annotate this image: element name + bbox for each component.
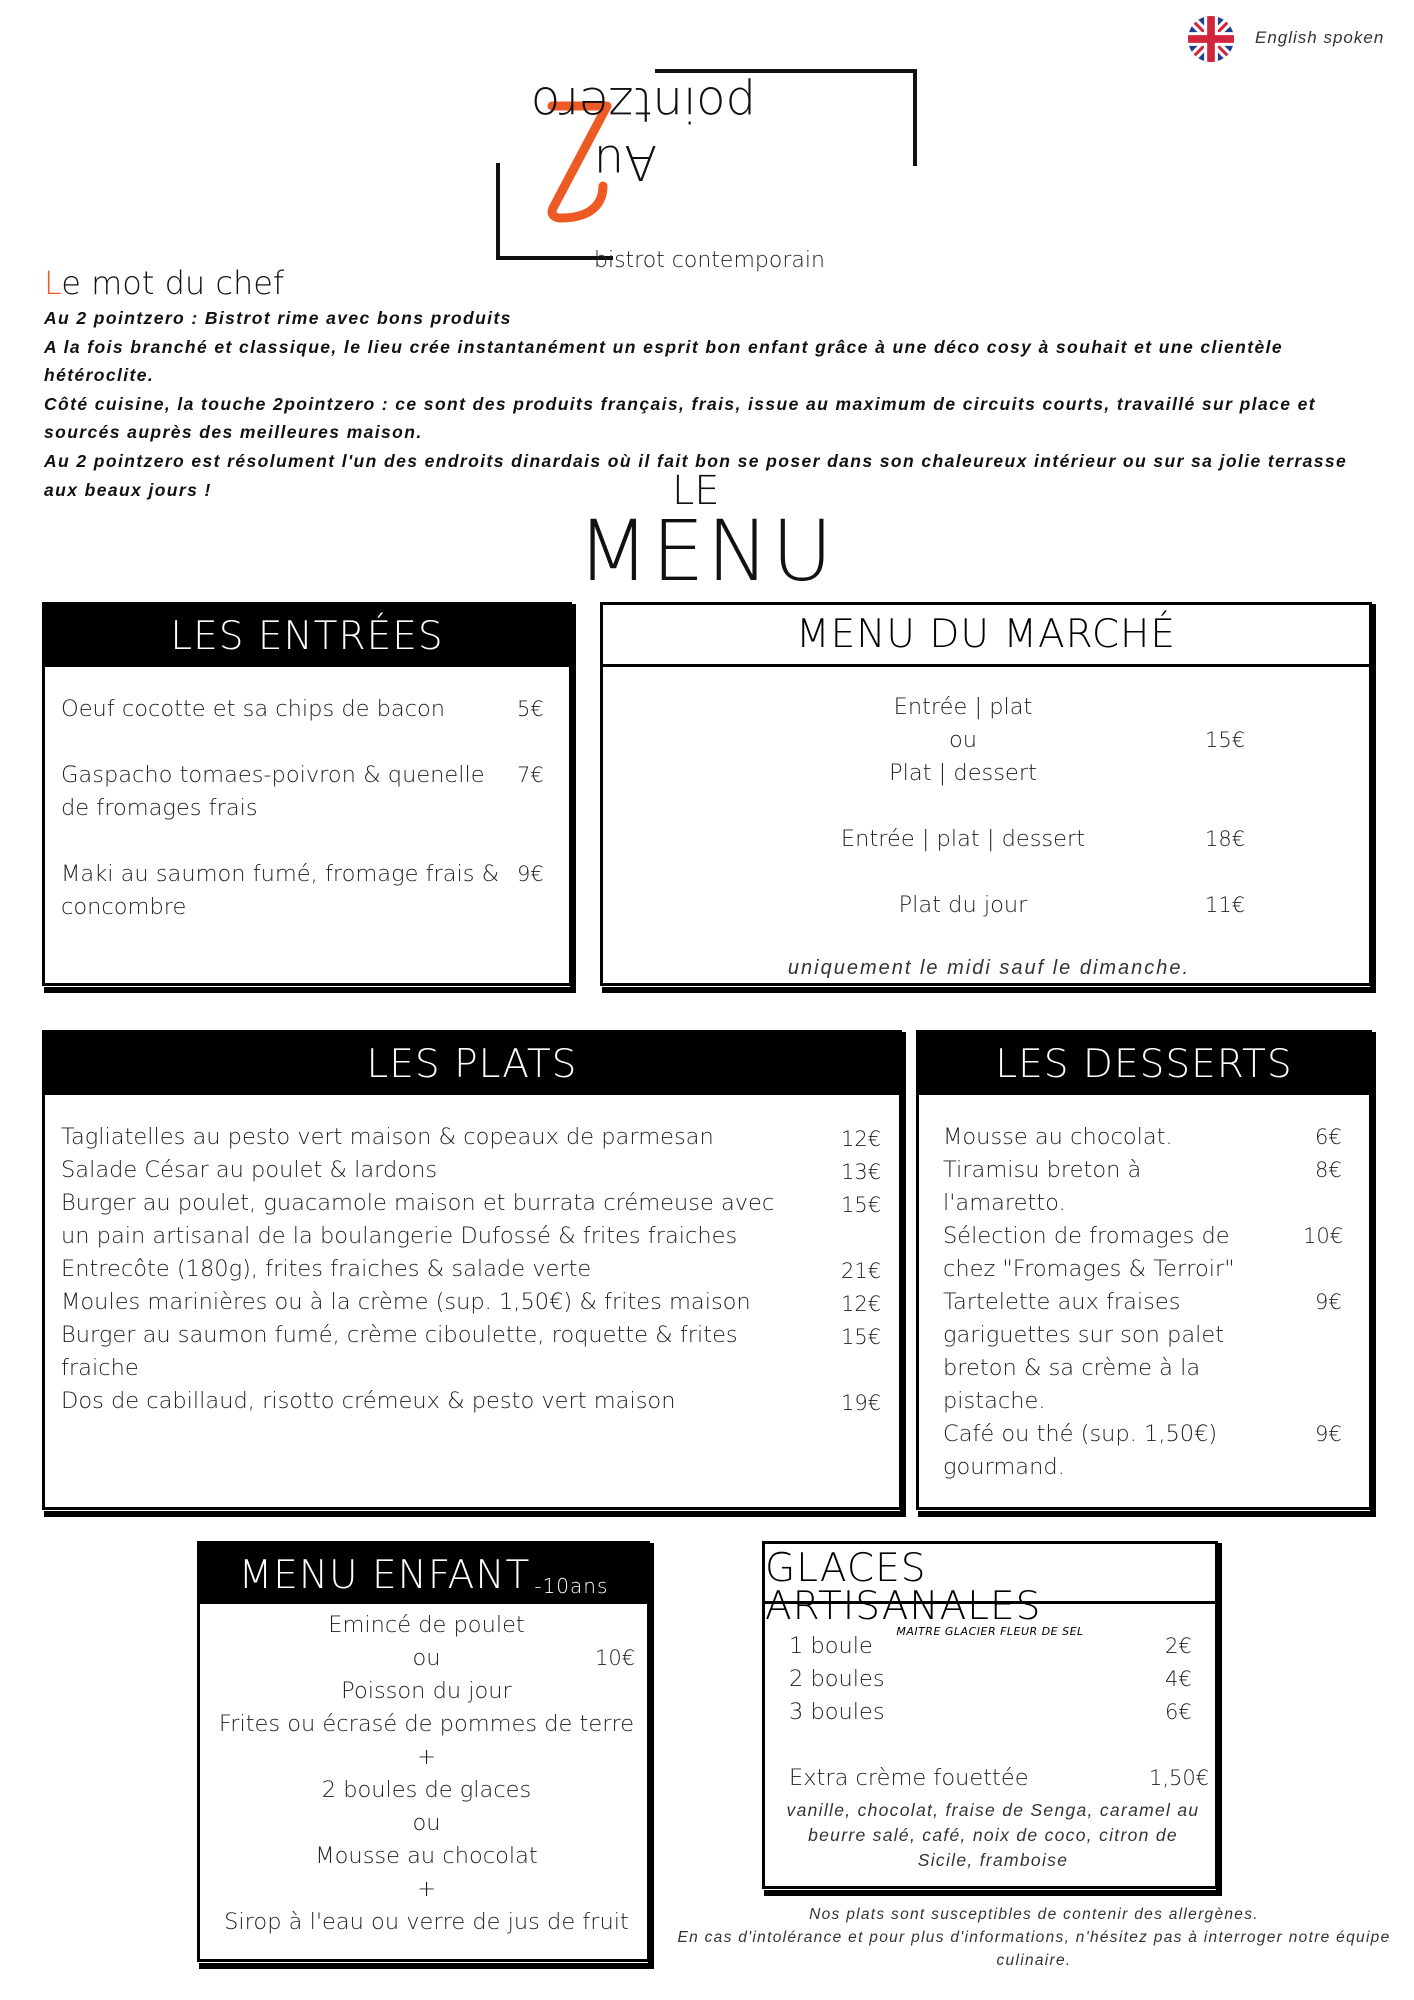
dessert-item-price: 6€ (1315, 1125, 1342, 1149)
enfant-line: Mousse au chocolat (315, 1843, 538, 1869)
plat-item-price: 15€ (841, 1325, 882, 1349)
desserts-title: LES DESSERTS (919, 1033, 1369, 1095)
entree-item-price: 7€ (517, 763, 544, 787)
enfant-line: Poisson du jour (341, 1678, 512, 1704)
glaces-header (765, 1544, 1215, 1638)
glaces-subtitle: MAITRE GLACIER FLEUR DE SEL (896, 1625, 1084, 1638)
entree-item-name: Oeuf cocotte et sa chips de bacon (61, 696, 446, 722)
enfant-line: Sirop à l'eau ou verre de jus de fruit (224, 1909, 629, 1935)
glace-extra-price: 1,50€ (1149, 1766, 1210, 1790)
glace-item-price: 2€ (1165, 1634, 1192, 1658)
dessert-item-price: 9€ (1315, 1422, 1342, 1446)
logo-text-au: Au (593, 134, 657, 190)
glace-item-price: 6€ (1165, 1700, 1192, 1724)
enfant-line: ou (412, 1645, 441, 1671)
glace-item-name: 1 boule (789, 1633, 873, 1659)
chef-paragraph: Au 2 pointzero : Bistrot rime avec bons produits (44, 308, 512, 328)
menu-title: MENU (577, 502, 835, 600)
plats-section (42, 1030, 902, 1510)
menu-title-le: LE (672, 468, 720, 514)
entree-item-price: 5€ (517, 697, 544, 721)
marche-section (600, 602, 1372, 986)
entree-item-name: Maki au saumon fumé, fromage frais & concombre (61, 861, 500, 920)
dessert-item-name: Mousse au chocolat. (943, 1124, 1173, 1150)
enfant-section (197, 1541, 650, 1962)
entrees-title: LES ENTRÉES (45, 605, 569, 667)
chef-section-title (44, 264, 284, 302)
entree-item-price: 9€ (517, 862, 544, 886)
plat-item-name: Dos de cabillaud, risotto crémeux & pesto vert maison (61, 1388, 676, 1414)
glaces-title: GLACES ARTISANALES (765, 1546, 1042, 1629)
plat-item-name: Burger au saumon fumé, crème ciboulette, roquette & frites fraiche (61, 1322, 738, 1381)
enfant-line: ou (412, 1810, 441, 1836)
chef-paragraph: Côté cuisine, la touche 2pointzero : ce sont des produits français, frais, issue au maximum de circuits courts, travaillé sur place et sourcés auprès des meilleures maison. (44, 393, 1316, 443)
plat-item-name: Entrecôte (180g), frites fraiches & salade verte (61, 1256, 592, 1282)
enfant-line: + (417, 1744, 436, 1770)
plat-item-price: 21€ (841, 1259, 882, 1283)
marche-item-line: Entrée | plat | dessert (840, 826, 1086, 852)
glaces-section (762, 1541, 1218, 1889)
dessert-item-name: Tartelette aux fraises gariguettes sur son palet breton & sa crème à la pistache. (943, 1289, 1225, 1414)
plat-item-name: Burger au poulet, guacamole maison et burrata crémeuse avec un pain artisanal de la boulangerie Dufossé & frites fraiches (61, 1190, 775, 1249)
marche-item-line: Plat du jour (898, 892, 1028, 918)
enfant-lines (200, 1609, 653, 1939)
enfant-header (200, 1544, 647, 1604)
entrees-section (42, 602, 572, 986)
glace-flavours: vanille, chocolat, fraise de Senga, caramel au beurre salé, café, noix de coco, citron de Sicile, framboise (786, 1800, 1200, 1870)
english-spoken-link[interactable]: English spoken (1255, 28, 1385, 47)
dessert-item-price: 10€ (1303, 1224, 1344, 1248)
enfant-line: Emincé de poulet (328, 1612, 525, 1638)
chef-paragraph: Au 2 pointzero est résolument l'un des endroits dinardais où il fait bon se poser dans son chaleureux intérieur ou sur sa jolie terrasse aux beaux jours ! (44, 450, 1348, 500)
glace-item-price: 4€ (1165, 1667, 1192, 1691)
marche-item-price: 18€ (1205, 827, 1246, 851)
enfant-line: Frites ou écrasé de pommes de terre (218, 1711, 635, 1737)
allergen-line: Nos plats sont susceptibles de contenir des allergènes. (809, 1906, 1259, 1923)
entree-item-name: Gaspacho tomaes-poivron & quenelle de fromages frais (61, 762, 485, 821)
tagline: bistrot contemporain (594, 248, 825, 273)
chef-title-initial: L (44, 264, 62, 302)
plat-item-name: Salade César au poulet & lardons (61, 1157, 438, 1183)
desserts-section (916, 1030, 1372, 1510)
marche-item-line: Entrée | plat (893, 694, 1033, 720)
plat-item-price: 13€ (841, 1160, 882, 1184)
uk-flag-icon[interactable] (1188, 16, 1234, 62)
plats-title: LES PLATS (45, 1033, 899, 1095)
chef-title-rest: e mot du chef (61, 264, 285, 302)
logo-text-pointzero: pointzero (530, 76, 756, 132)
glace-extra-name: Extra crème fouettée (789, 1765, 1029, 1791)
plat-item-price: 12€ (841, 1292, 882, 1316)
enfant-line: 2 boules de glaces (321, 1777, 532, 1803)
marche-item-price: 11€ (1205, 893, 1246, 917)
enfant-price: 10€ (595, 1646, 636, 1670)
marche-item-line: Plat | dessert (889, 760, 1037, 786)
dessert-item-name: Sélection de fromages de chez "Fromages & Terroir" (943, 1223, 1235, 1282)
enfant-title: MENU ENFANT (238, 1553, 531, 1598)
marche-item-line: ou (948, 727, 978, 753)
enfant-age-badge: -10ans (534, 1574, 609, 1598)
allergen-line: En cas d'intolérance et pour plus d'informations, n'hésitez pas à interroger notre équipe culinaire. (677, 1929, 1391, 1969)
allergen-note (660, 1903, 1408, 1972)
plat-item-price: 19€ (841, 1391, 882, 1415)
glace-item-name: 2 boules (789, 1666, 885, 1692)
plat-item-name: Tagliatelles au pesto vert maison & copeaux de parmesan (61, 1124, 714, 1150)
plat-item-name: Moules marinières ou à la crème (sup. 1,50€) & frites maison (61, 1289, 751, 1315)
dessert-item-price: 9€ (1315, 1290, 1342, 1314)
restaurant-logo (495, 68, 920, 278)
chef-paragraph: A la fois branché et classique, le lieu crée instantanément un esprit bon enfant grâce à une déco cosy à souhait et une clientèle hétéroclite. (44, 336, 1284, 386)
marche-item-price: 15€ (1205, 728, 1246, 752)
dessert-item-name: Tiramisu breton à l'amaretto. (943, 1157, 1142, 1216)
marche-title: MENU DU MARCHÉ (603, 605, 1369, 667)
enfant-line: + (417, 1876, 436, 1902)
plat-item-price: 12€ (841, 1127, 882, 1151)
plat-item-price: 15€ (841, 1193, 882, 1217)
marche-note: uniquement le midi sauf le dimanche. (787, 957, 1191, 979)
dessert-item-price: 8€ (1315, 1158, 1342, 1182)
dessert-item-name: Café ou thé (sup. 1,50€) gourmand. (943, 1421, 1218, 1480)
glace-item-name: 3 boules (789, 1699, 885, 1725)
